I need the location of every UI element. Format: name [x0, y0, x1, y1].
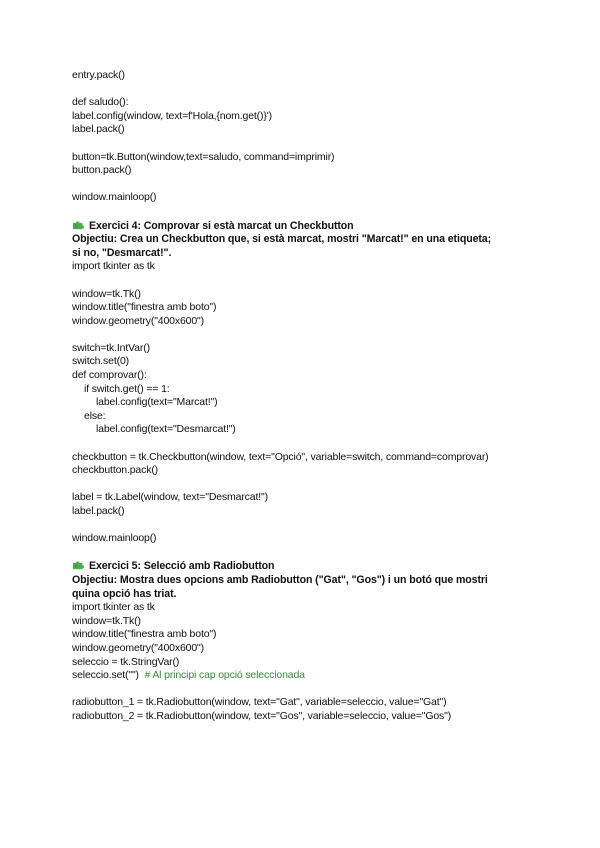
- code-line: label.pack(): [72, 123, 125, 136]
- code-line: window.mainloop(): [72, 532, 157, 545]
- code-line: else:: [84, 409, 106, 422]
- code-line: [72, 669, 542, 683]
- code-line: window.geometry("400x600"): [72, 314, 204, 327]
- exercise-5-title: Exercici 5: Selecció amb Radiobutton: [89, 560, 275, 573]
- code-line: window=tk.Tk(): [72, 287, 141, 300]
- objective-line: Objectiu: Mostra dues opcions amb Radiobutton ("Gat", "Gos") i un botó que mostri: [72, 573, 488, 586]
- code-line: window.title("finestra amb boto"): [72, 628, 217, 641]
- code-line: label = tk.Label(window, text="Desmarcat!"): [72, 491, 268, 504]
- code-line: checkbutton.pack(): [72, 464, 159, 477]
- puzzle-piece-icon: [72, 219, 85, 230]
- code-line: seleccio = tk.StringVar(): [72, 655, 180, 668]
- exercise-5-heading: [72, 559, 542, 574]
- code-line: switch=tk.IntVar(): [72, 341, 150, 354]
- code-line: entry.pack(): [72, 69, 125, 81]
- exercise-4-heading: [72, 219, 542, 234]
- code-line: label.pack(): [72, 505, 125, 517]
- exercise-4-objective: [72, 233, 542, 260]
- code-line: if switch.get() == 1:: [84, 382, 170, 395]
- objective-line: quina opció has triat.: [72, 587, 177, 600]
- code-line: radiobutton_2 = tk.Radiobutton(window, text="Gos", variable=seleccio, value="Gos"): [72, 709, 452, 722]
- exercise-5-objective: [72, 574, 542, 601]
- code-line: checkbutton = tk.Checkbutton(window, text="Opció", variable=switch, command=comprovar): [72, 450, 489, 463]
- code-line: switch.set(0): [72, 355, 129, 368]
- code-line: window=tk.Tk(): [72, 614, 141, 627]
- code-line: def comprovar():: [72, 369, 147, 382]
- code-line: window.mainloop(): [72, 191, 157, 204]
- puzzle-piece-icon: [72, 559, 85, 570]
- code-line: window.title("finestra amb boto"): [72, 301, 217, 314]
- code-line: label.config(window, text=f'Hola,{nom.get()}'): [72, 109, 272, 122]
- code-line: import tkinter as tk: [72, 260, 155, 273]
- objective-line: si no, "Desmarcat!".: [72, 246, 172, 259]
- code-line: button=tk.Button(window,text=saludo, command=imprimir): [72, 150, 335, 163]
- code-line: button.pack(): [72, 164, 132, 177]
- exercise-4-title: Exercici 4: Comprovar si està marcat un Checkbutton: [89, 219, 354, 232]
- code-line: label.config(text="Desmarcat!"): [96, 423, 236, 436]
- code-line: label.config(text="Marcat!"): [96, 396, 218, 409]
- document-page: [72, 69, 542, 724]
- code-line: import tkinter as tk: [72, 601, 155, 614]
- code-line: def saludo():: [72, 96, 129, 109]
- objective-line: Objectiu: Crea un Checkbutton que, si està marcat, mostri "Marcat!" en una etiqueta;: [72, 233, 492, 246]
- code-text: seleccio.set(""): [72, 669, 139, 682]
- code-line: radiobutton_1 = tk.Radiobutton(window, text="Gat", variable=seleccio, value="Gat"): [72, 696, 447, 709]
- code-line: window.geometry("400x600"): [72, 641, 204, 654]
- code-comment: # Al principi cap opció seleccionada: [144, 669, 305, 682]
